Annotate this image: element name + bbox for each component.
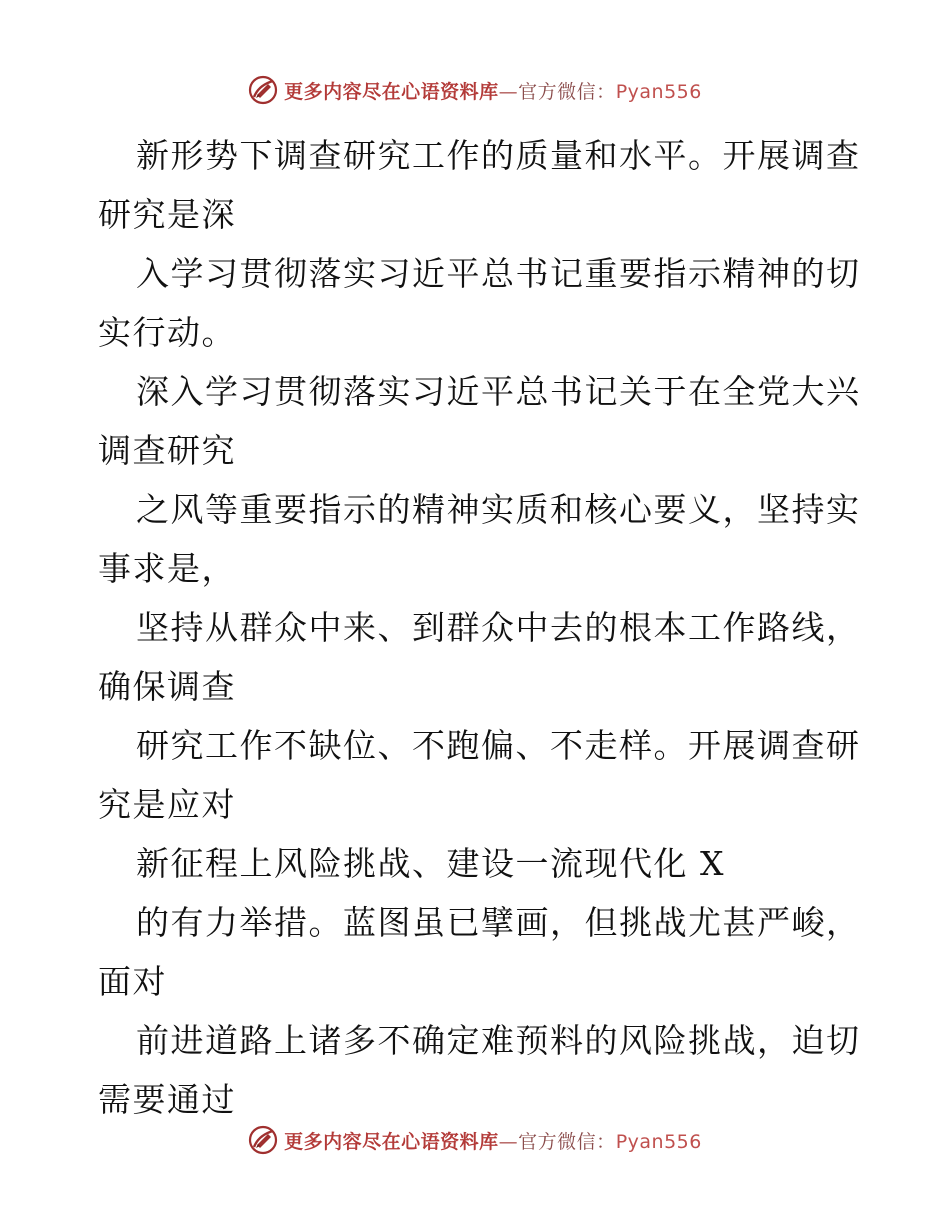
- header-dash: —: [498, 80, 519, 103]
- header-prefix: 更多内容尽在心语资料库: [284, 80, 499, 103]
- body-line-17: 需要通过: [98, 1080, 236, 1119]
- body-line-9: 坚持从群众中来、到群众中去的根本工作路线，: [136, 608, 861, 647]
- footer-banner: [0, 1120, 950, 1160]
- body-line-3: 入学习贯彻落实习近平总书记重要指示精神的切: [136, 254, 861, 293]
- body-line-15: 面对: [98, 962, 167, 1001]
- body-line-13: 新征程上风险挑战、建设一流现代化 X: [136, 844, 725, 883]
- body-line-1: 新形势下调查研究工作的质量和水平。开展调查: [136, 136, 861, 175]
- body-line-10: 确保调查: [98, 667, 236, 706]
- header-banner-text: [284, 77, 702, 104]
- body-line-11: 研究工作不缺位、不跑偏、不走样。开展调查研: [136, 726, 861, 765]
- body-line-8: 事求是，: [98, 549, 236, 588]
- body-line-5: 深入学习贯彻落实习近平总书记关于在全党大兴: [136, 372, 861, 411]
- footer-dash: —: [498, 1130, 519, 1153]
- footer-banner-text: [284, 1127, 702, 1154]
- header-wechat-label: 官方微信：: [518, 80, 616, 103]
- header-banner: [0, 70, 950, 110]
- body-line-2: 研究是深: [98, 195, 236, 234]
- footer-prefix: 更多内容尽在心语资料库: [284, 1130, 499, 1153]
- pen-logo-icon: [248, 75, 278, 105]
- document-body: [98, 126, 861, 1129]
- header-wechat-id: Pyan556: [615, 80, 702, 103]
- body-line-14: 的有力举措。蓝图虽已擘画，但挑战尤甚严峻，: [136, 903, 861, 942]
- body-line-7: 之风等重要指示的精神实质和核心要义，坚持实: [136, 490, 861, 529]
- body-line-4: 实行动。: [98, 313, 236, 352]
- footer-wechat-label: 官方微信：: [518, 1130, 616, 1153]
- pen-logo-icon: [248, 1125, 278, 1155]
- footer-wechat-id: Pyan556: [615, 1130, 702, 1153]
- body-line-6: 调查研究: [98, 431, 236, 470]
- body-line-12: 究是应对: [98, 785, 236, 824]
- body-line-16: 前进道路上诸多不确定难预料的风险挑战，迫切: [136, 1021, 861, 1060]
